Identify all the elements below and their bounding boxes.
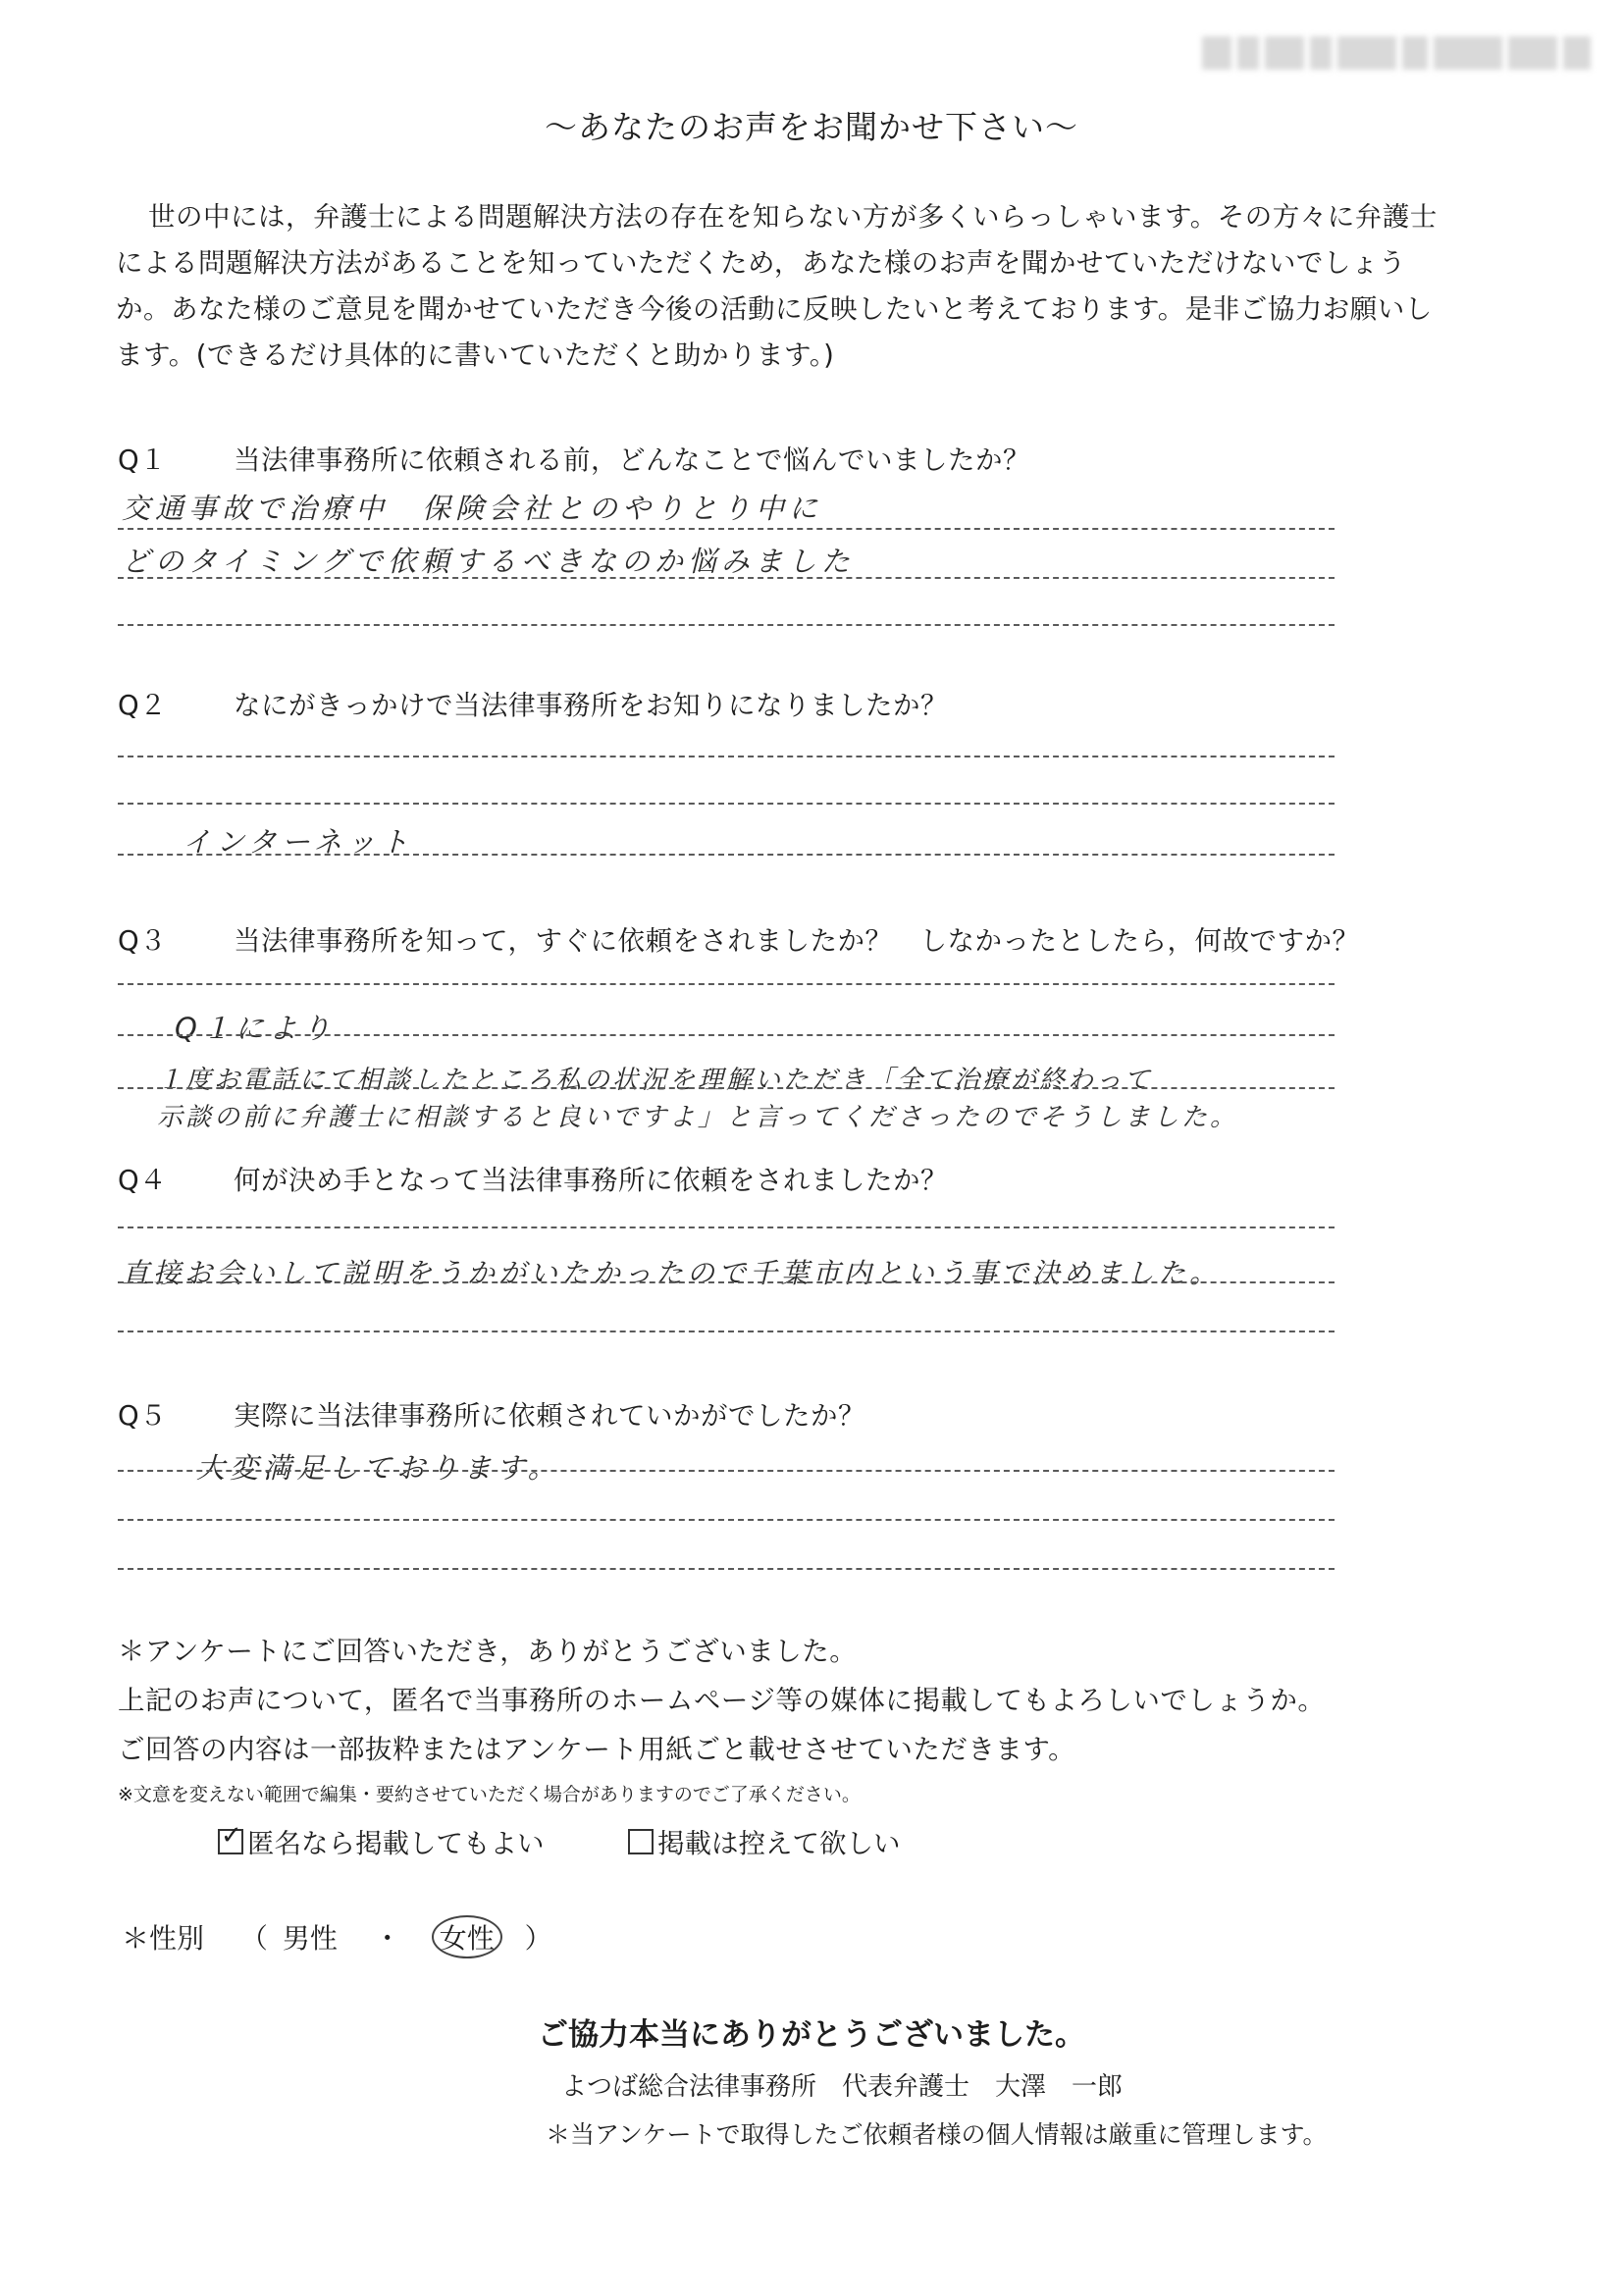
intro-line: 世の中には，弁護士による問題解決方法の存在を知らない方が多くいらっしゃいます。その方々に弁護士	[148, 201, 1438, 233]
firm-signature: よつば総合法律事務所 代表弁護士 大澤 一郎	[561, 2072, 1124, 2102]
gender-field	[122, 1915, 552, 1958]
checkbox-empty-icon[interactable]	[628, 1829, 654, 1854]
redacted-header-stamp	[1202, 27, 1614, 78]
question-2	[118, 683, 948, 722]
gender-male[interactable]: 男性	[282, 1922, 338, 1955]
page-title: ～あなたのお声をお聞かせ下さい～	[545, 108, 1078, 146]
answer-line	[118, 528, 1335, 530]
handwritten-answer: インターネット	[183, 825, 414, 859]
question-1	[118, 438, 1030, 477]
question-text: 何が決め手となって当法律事務所に依頼をされましたか？	[234, 1165, 948, 1196]
gender-female-selected[interactable]: 女性	[432, 1915, 502, 1958]
answer-line	[118, 1226, 1335, 1228]
answer-line	[118, 1087, 1335, 1089]
question-number: Q１	[118, 444, 168, 476]
intro-paragraph	[116, 194, 1509, 379]
intro-line: ます。(できるだけ具体的に書いていただくと助かります。)	[116, 339, 835, 371]
answer-line	[118, 983, 1335, 985]
handwritten-answer: 直接お会いして説明をうかがいたかったので千葉市内という事で決めました。	[122, 1257, 1222, 1289]
question-number: Q５	[118, 1400, 168, 1432]
handwritten-answer: どのタイミングで依頼するべきなのか悩みました	[122, 545, 855, 578]
content-note: ご回答の内容は一部抜粋またはアンケート用紙ごと載せさせていただきます。	[118, 1734, 1076, 1765]
gender-open-paren: （	[239, 1922, 268, 1955]
edit-note: ※文意を変えない範囲で編集・要約させていただく場合がありますのでご了承ください。	[118, 1784, 861, 1805]
gender-close-paren: ）	[524, 1922, 552, 1955]
answer-line	[118, 803, 1335, 805]
handwritten-answer: 大変満足しております。	[196, 1451, 561, 1485]
question-text: 当法律事務所を知って，すぐに依頼をされましたか？ しなかったとしたら，何故ですか？	[234, 925, 1360, 957]
handwritten-answer: 交通事故で治療中 保険会社とのやりとり中に	[122, 492, 823, 525]
question-3	[118, 918, 1359, 958]
footer-thanks: ご協力本当にありがとうございました。	[538, 2017, 1085, 2053]
question-text: 実際に当法律事務所に依頼されていかがでしたか？	[234, 1400, 865, 1432]
question-number: Q２	[118, 690, 168, 721]
option-anonymous[interactable]	[218, 1821, 545, 1860]
answer-line	[118, 1034, 1335, 1036]
intro-line: による問題解決方法があることを知っていただくため，あなた様のお声を聞かせていただけないでしょう	[116, 247, 1406, 279]
answer-line	[118, 756, 1335, 757]
question-text: なにがきっかけで当法律事務所をお知りになりましたか？	[234, 690, 948, 721]
handwritten-answer: １度お電話にて相談したところ私の状況を理解いただき「全て治療が終わって	[157, 1066, 1153, 1095]
question-number: Q４	[118, 1165, 168, 1196]
gender-label: ＊性別	[122, 1922, 205, 1955]
question-text: 当法律事務所に依頼される前，どんなことで悩んでいましたか？	[234, 444, 1030, 476]
answer-line	[118, 1281, 1335, 1283]
handwritten-answer: Q１により	[175, 1012, 336, 1045]
answer-line	[118, 624, 1335, 626]
answer-line	[118, 577, 1335, 579]
option-label: 掲載は控えて欲しい	[657, 1828, 901, 1859]
answer-line	[118, 854, 1335, 856]
question-4	[118, 1158, 948, 1197]
handwritten-answer: 示談の前に弁護士に相談すると良いですよ」と言ってくださったのでそうしました。	[157, 1103, 1239, 1132]
closing-thanks: ＊アンケートにご回答いただき，ありがとうございました。	[118, 1636, 858, 1667]
question-number: Q３	[118, 925, 168, 957]
question-5	[118, 1393, 865, 1433]
answer-line	[118, 1331, 1335, 1332]
option-label: 匿名なら掲載してもよい	[247, 1828, 545, 1859]
gender-separator: ・	[373, 1922, 401, 1955]
answer-line	[118, 1470, 1335, 1472]
option-decline[interactable]	[628, 1821, 901, 1860]
intro-line: か。あなた様のご意見を聞かせていただき今後の活動に反映したいと考えております。是非ご協力お願いし	[116, 293, 1433, 325]
answer-line	[118, 1519, 1335, 1521]
privacy-note: ＊当アンケートで取得したご依頼者様の個人情報は厳重に管理します。	[546, 2120, 1328, 2149]
answer-line	[118, 1568, 1335, 1570]
checkbox-checked-icon[interactable]	[218, 1829, 243, 1854]
permission-question: 上記のお声について，匿名で当事務所のホームページ等の媒体に掲載してもよろしいでしょうか。	[118, 1685, 1326, 1716]
